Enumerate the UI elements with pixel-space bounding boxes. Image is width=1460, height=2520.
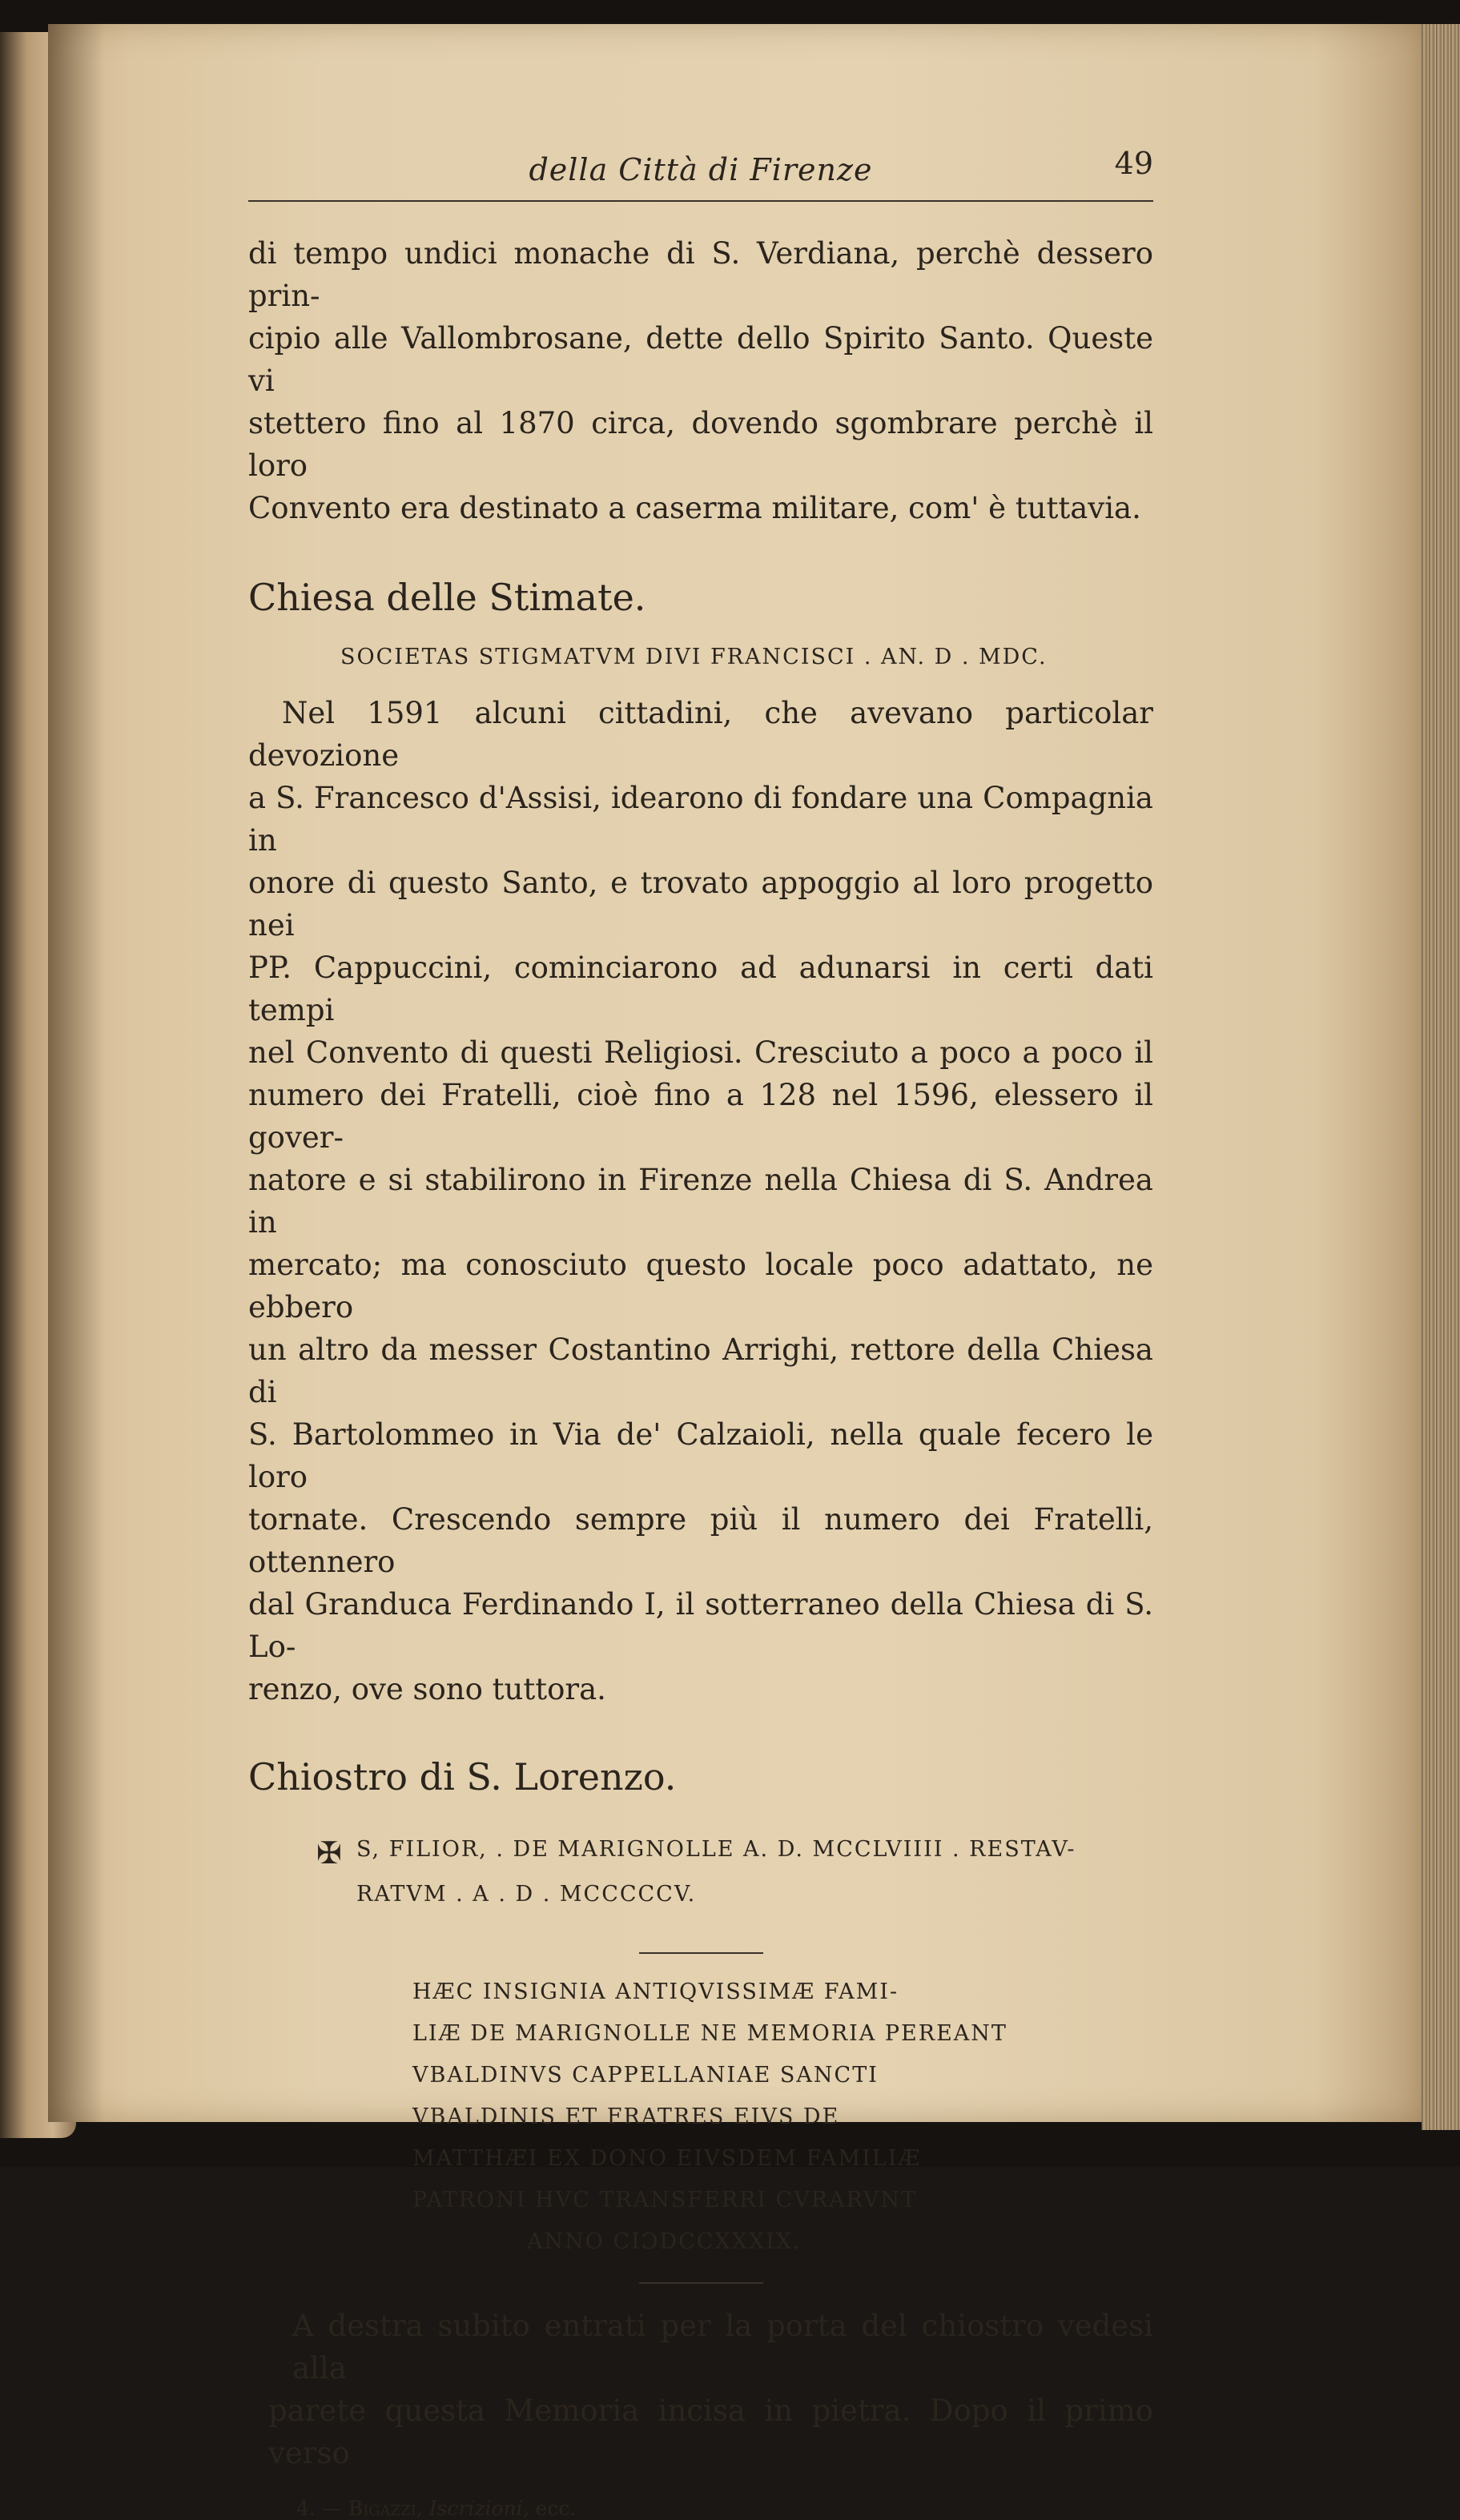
running-title: della Città di Firenze — [529, 152, 873, 187]
signature-suffix: ecc. — [535, 2497, 577, 2520]
text-line: A destra subito entrati per la porta del chiostro vedesi alla — [292, 2309, 1153, 2385]
signature-author: Bigazzi, — [348, 2497, 423, 2520]
signature-work: Iscrizioni, — [428, 2497, 529, 2520]
text-line: renzo, ove sono tuttora. — [248, 1672, 606, 1706]
spine-shadow — [48, 24, 104, 2122]
paragraph-stimate — [248, 692, 1153, 1710]
divider-rule — [639, 2282, 763, 2284]
inscription-line: RATVM . A . D . MCCCCCV. — [356, 1882, 697, 1907]
paragraph-chiostro — [248, 2305, 1153, 2474]
text-line: cipio alle Vallombrosane, dette dello Spirito Santo. Queste vi — [248, 321, 1153, 398]
page-stack-edge — [1422, 24, 1460, 2130]
inscription-marignolle — [248, 1827, 1153, 1917]
section-heading-stimate: Chiesa delle Stimate. — [248, 576, 646, 619]
epitaph-block — [248, 1971, 1153, 2263]
epitaph-line: VBALDINVS CAPPELLANIAE SANCTI — [412, 2063, 879, 2088]
inscription-line: S, FILIOR, . DE MARIGNOLLE A. D. MCCLVIIII . RESTAV- — [356, 1837, 1076, 1862]
text-line: natore e si stabilirono in Firenze nella Chiesa di S. Andrea in — [248, 1163, 1153, 1240]
text-line: mercato; ma conosciuto questo locale poco adattato, ne ebbero — [248, 1248, 1153, 1324]
text-line: numero dei Fratelli, cioè fino a 128 nel 1596, elessero il gover- — [248, 1078, 1153, 1155]
maltese-cross-icon: ✠ — [316, 1835, 342, 1871]
text-line: nel Convento di questi Religiosi. Cresciuto a poco a poco il — [248, 1035, 1153, 1070]
printer-signature — [248, 2497, 1153, 2520]
text-line: onore di questo Santo, e trovato appoggio al loro progetto nei — [248, 866, 1153, 942]
text-line: Nel 1591 alcuni cittadini, che avevano particolar devozione — [248, 696, 1153, 773]
page-number: 49 — [1114, 146, 1153, 181]
epitaph-year: ANNO CIƆDCCXXXIX. — [527, 2229, 802, 2254]
divider-rule — [639, 1952, 763, 1954]
text-line: di tempo undici monache di S. Verdiana, perchè dessero prin- — [248, 236, 1153, 313]
inscription-societas: SOCIETAS STIGMATVM DIVI FRANCISCI . AN. D . MDC. — [340, 645, 1048, 669]
text-line: S. Bartolommeo in Via de' Calzaioli, nella quale fecero le loro — [248, 1417, 1153, 1494]
section-heading-chiostro: Chiostro di S. Lorenzo. — [248, 1755, 677, 1799]
epitaph-line: LIÆ DE MARIGNOLLE NE MEMORIA PEREANT — [412, 2021, 1008, 2046]
text-line: PP. Cappuccini, cominciarono ad adunarsi in certi dati tempi — [248, 951, 1153, 1027]
text-line: un altro da messer Costantino Arrighi, rettore della Chiesa di — [248, 1332, 1153, 1409]
epitaph-line: HÆC INSIGNIA ANTIQVISSIMÆ FAMI- — [412, 1979, 899, 2004]
paragraph-continued — [248, 232, 1153, 529]
text-line: a S. Francesco d'Assisi, idearono di fondare una Compagnia in — [248, 781, 1153, 858]
text-line: Convento era destinato a caserma militare, com' è tuttavia. — [248, 491, 1141, 525]
epitaph-line: PATRONI HVC TRANSFERRI CVRARVNT — [412, 2188, 918, 2213]
epitaph-line: MATTHÆI EX DONO EIVSDEM FAMILIÆ — [412, 2146, 922, 2171]
running-head — [248, 136, 1153, 202]
text-line: dal Granduca Ferdinando I, il sotterraneo della Chiesa di S. Lo- — [248, 1587, 1153, 1664]
text-line: stettero fino al 1870 circa, dovendo sgombrare perchè il loro — [248, 406, 1153, 483]
text-line: parete questa Memoria incisa in pietra. Dopo il primo verso — [268, 2393, 1153, 2470]
epitaph-line: VBALDINIS ET FRATRES EIVS DE — [412, 2104, 840, 2129]
page-content — [248, 136, 1153, 2520]
text-line: tornate. Crescendo sempre più il numero dei Fratelli, ottennero — [248, 1502, 1153, 1579]
signature-number: 4. — — [296, 2497, 342, 2520]
